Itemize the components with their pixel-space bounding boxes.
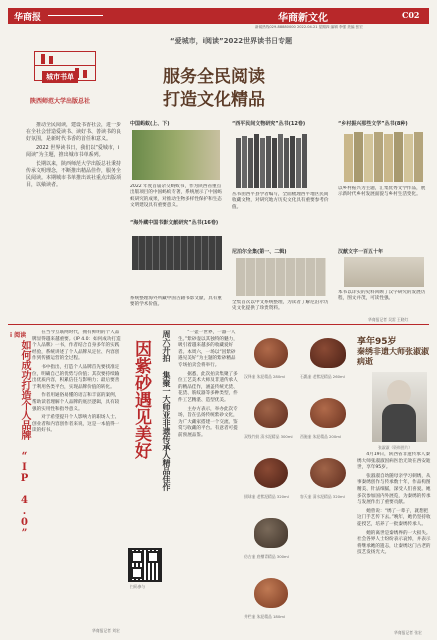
pot-item — [244, 332, 298, 388]
feature-title-line2: 打造文化精品 — [163, 90, 265, 110]
pot-caption: 汉铎壶 朱泥精品 280ml — [244, 374, 285, 379]
teapot-image — [254, 458, 288, 488]
page-header — [8, 8, 429, 24]
clay-title-vertical: 因紫砂遇见美好 — [131, 340, 151, 459]
obituary-photo-caption: 张淑淑（资料图片） — [378, 445, 413, 450]
column-body — [32, 330, 122, 630]
obituary-title-line2: 秦绣非遗大师张淑淑病逝 — [357, 347, 429, 366]
book-card-4 — [130, 220, 225, 320]
book-card-6 — [338, 248, 430, 318]
teapot-image — [310, 338, 346, 368]
pot-caption: 仿古壶 底槽青精品 300ml — [244, 554, 289, 559]
feature-kicker: “爱城市，i阅读”2022世界读书日专题 — [170, 37, 293, 45]
column-paragraph: 对于希望提升个人影响力的职场人士、创业者和内容创作者来说，这是一本值得一读的好书。 — [32, 415, 120, 434]
obituary-credit: 华商报记者 张宏 — [394, 630, 422, 635]
clay-subtitle-vertical: 周六开拍 集聚一大师亚非遗传承人精品佳作 — [162, 330, 171, 491]
teapot-image — [254, 338, 288, 368]
intro-paragraph: 2022 世界读书日，我们以“爱城市，i阅读”为主题，推出城市书单系列。 — [26, 145, 120, 158]
book-card-2 — [232, 120, 332, 240]
intro-paragraph: 长期以来，陕西师范大学出版总社秉持传承文明理念，不断推出精品佳作，服务全民阅读。本期城市书单推出该社重点出版项目，以飨读者。 — [26, 161, 122, 188]
book-title: “海外藏中国书影文献研究”丛书(16卷) — [130, 220, 219, 226]
book-title: “西平民间文物研究”丛书(12卷) — [232, 121, 306, 127]
pot-item — [244, 392, 298, 448]
book-cover-image — [344, 257, 424, 287]
obituary-title-line1: 享年95岁 — [357, 337, 397, 347]
teapot-image — [254, 518, 288, 548]
clay-paragraph: “一壶一世界，一器一人生。”紫砂壶以其独特的魅力，吸引着越来越多的收藏爱好者。本周六，一场以“因紫砂遇见美好”为主题的紫砂精品专场拍卖会将举行。 — [178, 330, 238, 368]
book-set-image — [344, 130, 426, 182]
book-desc: 丛书由西平县学者编写，全面梳理西平地区民间收藏文物，对研究地方历史文化具有重要参考价值。 — [232, 192, 329, 210]
book-title: 尼泊尔全集(第一、二辑) — [232, 249, 287, 255]
book-desc: 全集首次以中文系统整理，为读者了解尼泊尔历史文化提供了珍贵资料。 — [232, 300, 329, 312]
teapot-image — [310, 398, 346, 428]
pot-caption: 掇球壶 老紫泥精品 320ml — [244, 494, 289, 499]
header-meta-line: 新闻热线029-88880000 2022.04.21 星期四 编辑 李强 美编 张宏 — [255, 25, 363, 29]
column-paragraph: 作者用通俗易懂的语言和丰富的案例，帮助读者理解个人品牌的底层逻辑，具有较强的实用性和指导意义。 — [32, 393, 120, 412]
clay-paragraph: 据悉，此次拍卖集聚了多位工艺美术大师及非遗传承人的精品佳作，涵盖传统光货、花货、筋纹器等多种类型，件件工艺精湛、造型优美。 — [178, 371, 238, 403]
book-set-image — [236, 258, 326, 296]
pot-item — [244, 452, 298, 508]
column-tag: i 阅读 — [10, 332, 27, 339]
teapot-image — [254, 398, 288, 428]
obituary-paragraph: 张淑淑自幼随母亲学习刺绣，从事秦绣创作与传承数十年，作品构图精美、针法细腻，深受人们喜爱。她多次参加国内外展览，为秦绣的传承与发展作出了重要贡献。 — [357, 473, 431, 506]
pot-item — [244, 572, 298, 628]
feature-credit: 华商报记者 吴雷 王晓红 — [368, 317, 409, 322]
pot-caption: 容天壶 清水泥精品 320ml — [300, 494, 345, 499]
pot-caption: 双线竹鼓 清水泥精品 300ml — [244, 434, 293, 439]
publisher-badge: 城市书单 — [42, 71, 78, 83]
brand-logo: 华商报 — [14, 13, 42, 23]
teapot-image — [254, 578, 288, 608]
pot-item — [244, 512, 298, 568]
obituary-body — [357, 452, 431, 628]
teapot-image — [310, 458, 346, 488]
book-desc: 以乡村振兴为主题，汇集优秀文学作品，展示新时代乡村发展面貌与乡村生活变化。 — [338, 186, 426, 198]
book-card-3 — [338, 120, 430, 240]
clay-paragraph: 主办方表示，举办此次专场，旨在弘扬传统紫砂文化，为广大藏家搭建一个交流、鉴赏与收藏的平台。有意者可提前预展品鉴。 — [178, 406, 238, 438]
section-divider — [8, 324, 429, 325]
qr-caption: 扫码参与 — [130, 584, 146, 589]
pot-caption: 井栏壶 朱泥精品 180ml — [244, 614, 285, 619]
pot-item — [300, 452, 356, 508]
column-vertical-title: 如何成功打造个人品牌 “IP 4.0” — [19, 340, 30, 539]
book-title: 汉献文字一百五十年 — [338, 249, 384, 255]
publisher-name: 陕西师范大学出版总社 — [30, 98, 91, 105]
obituary-photo — [372, 372, 427, 442]
book-desc: 系统整理海外所藏中国古籍书影文献，具有重要的学术价值。 — [130, 296, 222, 308]
book-title: “乡村振兴那些文学”丛书(8种) — [338, 121, 408, 127]
page-code: C02 — [402, 10, 420, 20]
intro-paragraph: 推动全民阅读，建设书香社会，进一步在全社会营造爱读书、读好书、善读书的良好氛围，是新时代书香的首任和意义。 — [26, 122, 122, 142]
section-logo — [278, 9, 328, 24]
brand-underline-icon — [48, 15, 103, 16]
feature-title-line1: 服务全民阅读 — [163, 67, 265, 87]
pot-caption: 石瓢壶 老紫泥精品 260ml — [300, 374, 345, 379]
publisher-badge-block — [26, 47, 124, 109]
feature-intro — [26, 122, 124, 252]
pot-item — [300, 332, 356, 388]
book-cover-image — [132, 130, 220, 180]
column-paragraph: 在当今互联网时代，拥有鲜明的个人品牌显得越来越重要。《IP 4.0：如何成功打造个人品牌》一书，作者结合自身多年的实践经验，系统讲述了个人品牌从定位、内容创作到传播运营的全过程。 — [32, 330, 121, 362]
book-set-image — [236, 130, 326, 188]
book-card-5 — [232, 248, 332, 318]
book-title: 中国蚂蚁(上、下) — [130, 121, 170, 127]
book-desc: 2022 年度首届杂交蚂蚁书，作为陕西省重点出版项目的中国蚂蚁专著，系统展示了中国蚂蚁研究的成果，对推动生物多样性保护和生态文明建设具有重要意义。 — [130, 184, 222, 209]
section-logo-brand: 华商 — [278, 13, 298, 24]
pot-item — [300, 392, 356, 448]
obituary-paragraph: 她的离世是秦绣界的一大损失。社会各界人士纷纷表示哀悼，并表示将继承她的遗志，让秦绣这门古老的技艺发扬光大。 — [357, 530, 431, 556]
column-paragraph: 书中指出，打造个人品牌首先要找准定位，明确自己的优势与价值；其次要持续输出优质内容，积累信任与影响力；最后要善于利用各类平台，实现品牌价值的转化。 — [32, 364, 120, 390]
qr-code-icon[interactable] — [128, 548, 162, 582]
column-credit: 华商报记者 刘宏 — [92, 628, 120, 633]
section-logo-name: 新文化 — [298, 13, 328, 24]
obituary-paragraph: 她曾说：“绣了一辈子，就想把这门手艺传下去。”晚年，她仍坚持收徒授艺，培养了一批秦绣传承人。 — [357, 508, 431, 527]
book-set-image — [132, 236, 222, 270]
clay-body — [178, 330, 240, 630]
book-desc: 本书以详实的史料回顾了汉字研究的发展历程，图文并茂，可读性强。 — [338, 290, 426, 302]
pot-caption: 西施壶 朱泥精品 200ml — [300, 434, 341, 439]
obituary-paragraph: 4月19日，陕西省非遗传承人秦绣大师张淑淑因病医治无效在西安逝世，享年95岁。 — [357, 452, 431, 471]
